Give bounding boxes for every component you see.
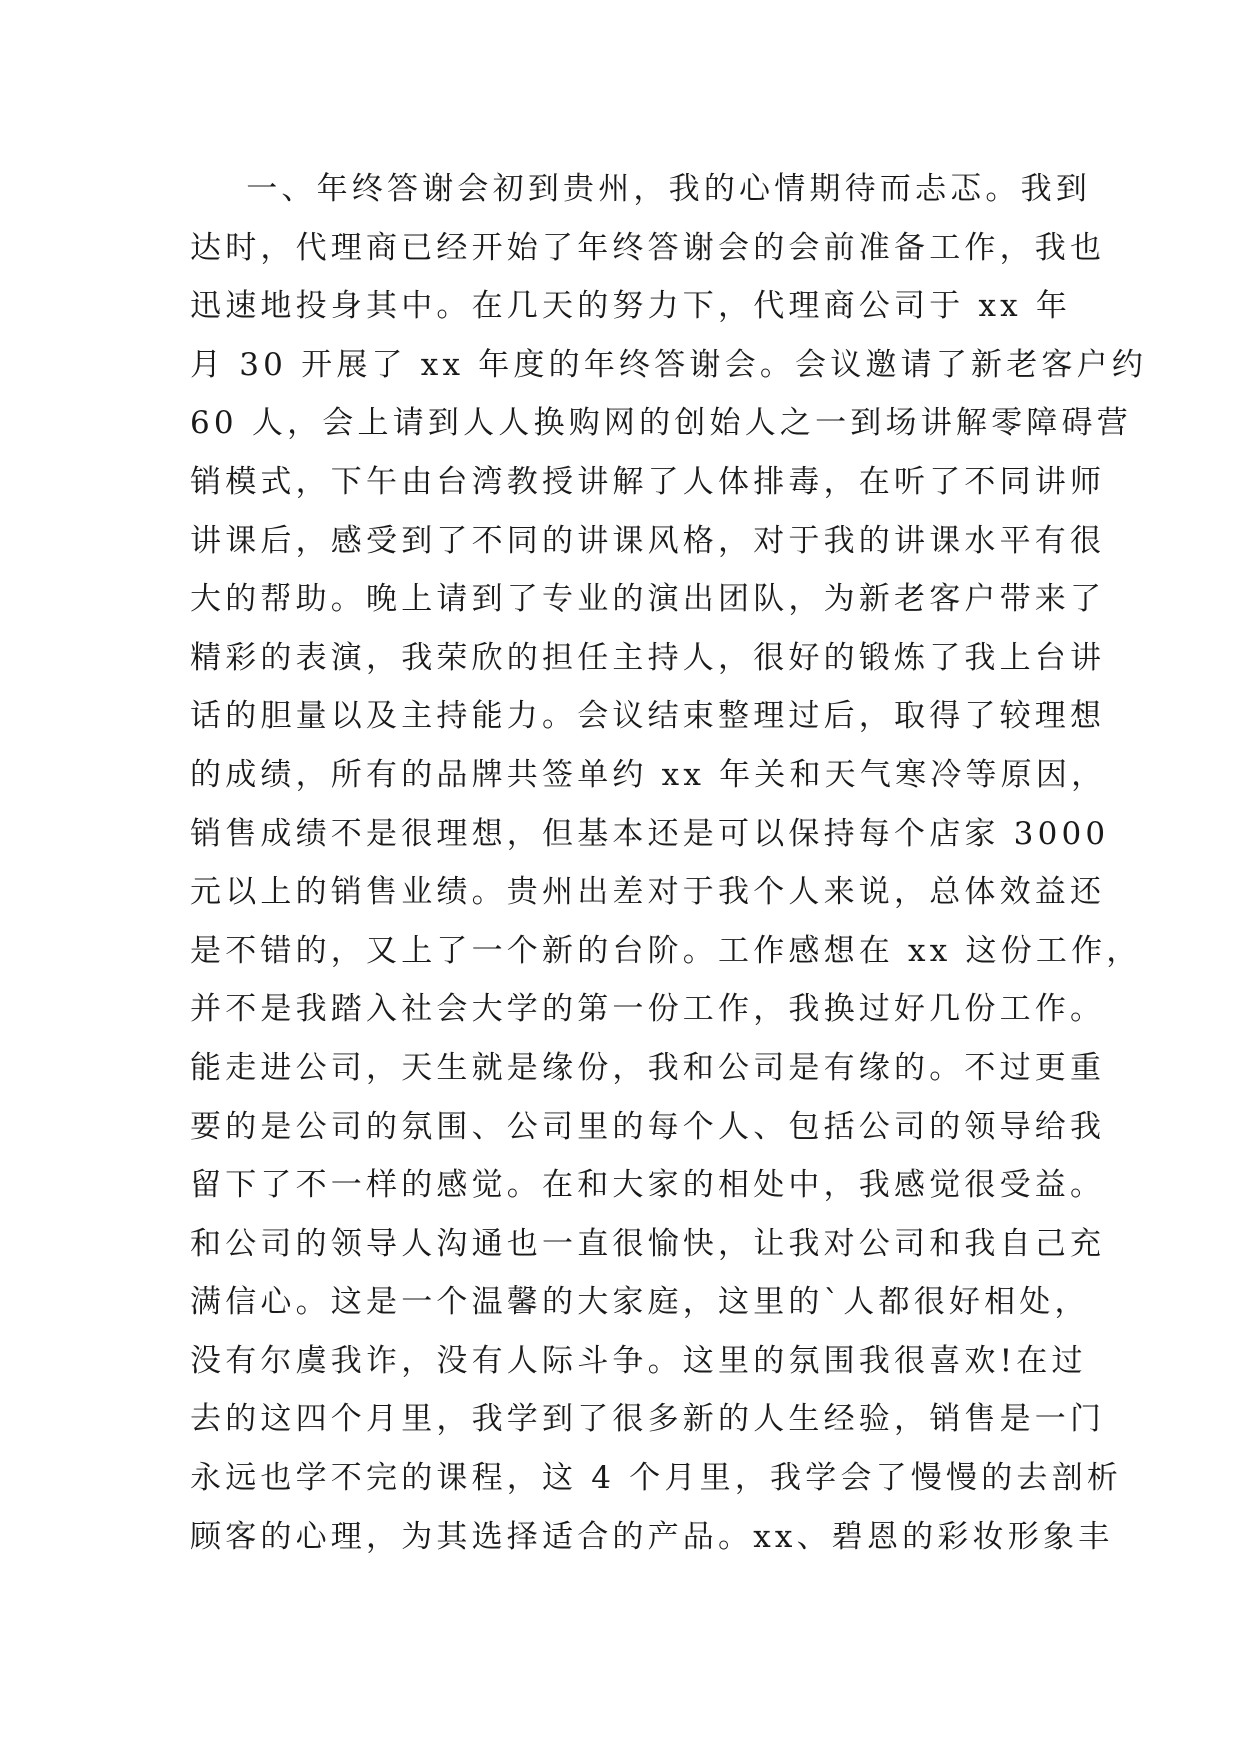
text-line: 月 30 开展了 xx 年度的年终答谢会。会议邀请了新老客户约 <box>190 346 1148 383</box>
text-line: 一、年终答谢会初到贵州，我的心情期待而忐忑。我到 <box>190 171 1092 207</box>
text-line: 留下了不一样的感觉。在和大家的相处中，我感觉很受益。 <box>190 1167 1106 1204</box>
text-line: 大的帮助。晚上请到了专业的演出团队，为新老客户带来了 <box>190 581 1106 618</box>
text-line: 迅速地投身其中。在几天的努力下，代理商公司于 xx 年 <box>190 288 1072 325</box>
text-line: 达时，代理商已经开始了年终答谢会的会前准备工作，我也 <box>190 229 1106 266</box>
text-line: 销售成绩不是很理想，但基本还是可以保持每个店家 3000 <box>190 815 1110 852</box>
text-line: 元以上的销售业绩。贵州出差对于我个人来说，总体效益还 <box>190 874 1106 911</box>
text-line: 去的这四个月里，我学到了很多新的人生经验，销售是一门 <box>190 1401 1106 1438</box>
text-line: 是不错的，又上了一个新的台阶。工作感想在 xx 这份工作， <box>190 932 1142 969</box>
text-line: 的成绩，所有的品牌共签单约 xx 年关和天气寒冷等原因， <box>190 756 1107 793</box>
text-line: 销模式，下午由台湾教授讲解了人体排毒，在听了不同讲师 <box>190 463 1106 500</box>
text-line: 讲课后，感受到了不同的讲课风格，对于我的讲课水平有很 <box>190 522 1106 559</box>
text-line: 满信心。这是一个温馨的大家庭，这里的`人都很好相处， <box>190 1284 1090 1321</box>
body-text <box>190 160 1148 1566</box>
text-line: 永远也学不完的课程，这 4 个月里，我学会了慢慢的去剖析 <box>190 1460 1123 1497</box>
text-line: 和公司的领导人沟通也一直很愉快，让我对公司和我自己充 <box>190 1225 1106 1262</box>
text-line: 并不是我踏入社会大学的第一份工作，我换过好几份工作。 <box>190 991 1106 1028</box>
text-line: 60 人，会上请到人人换购网的创始人之一到场讲解零障碍营 <box>190 405 1132 442</box>
text-line: 话的胆量以及主持能力。会议结束整理过后，取得了较理想 <box>190 698 1106 735</box>
text-line: 能走进公司，天生就是缘份，我和公司是有缘的。不过更重 <box>190 1049 1106 1086</box>
text-line: 要的是公司的氛围、公司里的每个人、包括公司的领导给我 <box>190 1108 1106 1145</box>
text-line: 没有尔虞我诈，没有人际斗争。这里的氛围我很喜欢!在过 <box>190 1342 1087 1379</box>
text-line: 精彩的表演，我荣欣的担任主持人，很好的锻炼了我上台讲 <box>190 639 1106 676</box>
text-line: 顾客的心理，为其选择适合的产品。xx、碧恩的彩妆形象丰 <box>190 1518 1114 1555</box>
